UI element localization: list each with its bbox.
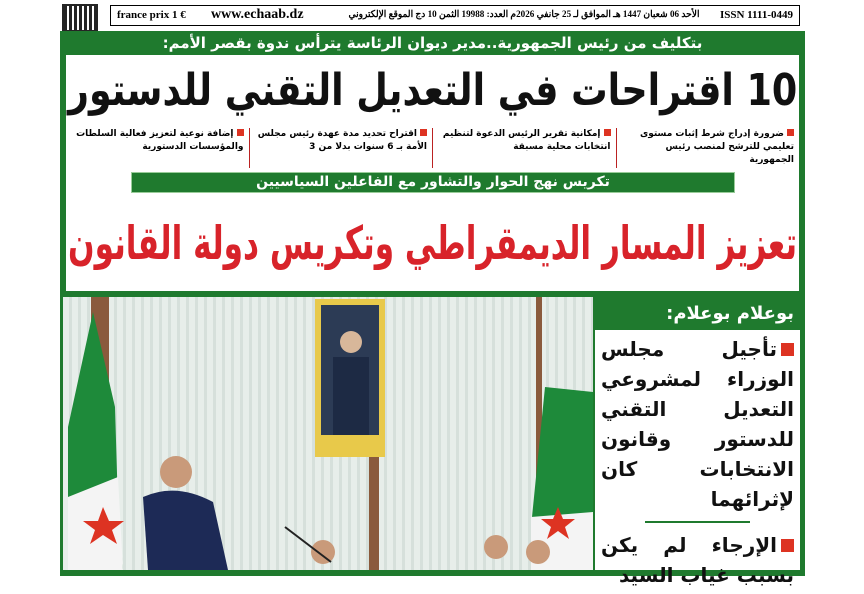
qr-code: [62, 4, 98, 32]
photo-illustration: [63, 297, 593, 570]
column-story-2[interactable]: الإرجاء لم يكن بسبب غياب السيد: [601, 533, 794, 587]
point: إمكانية تقرير الرئيس الدعوة لتنظيم انتخابات محلية مسبقة: [432, 128, 616, 168]
point: ضرورة إدراج شرط إثبات مستوى تعليمي للترشح لمنصب رئيس الجمهورية: [616, 128, 800, 168]
column-author: بوعلام بوعلام:: [595, 297, 800, 330]
flag-left-icon: [68, 312, 124, 570]
dateline: الأحد 06 شعبان 1447 هـ الموافق لـ 25 جانفي 2026م العدد: 19988 الثمن 10 دج الموقع الإلكتروني: [347, 10, 699, 20]
point: إضافة نوعية لتعزيز فعالية السلطات والمؤسسات الدستورية: [76, 129, 244, 152]
bullet-icon: [604, 129, 611, 136]
bullet-icon: [237, 129, 244, 136]
opinion-column: [595, 297, 800, 587]
main-headline: تعزيز المسار الديمقراطي وتكريس دولة القانون: [67, 216, 798, 270]
price-fr: france prix 1 €: [117, 9, 186, 21]
bullet-icon: [781, 343, 794, 356]
headline: 10 اقتراحات في التعديل التقني للدستور: [67, 65, 798, 116]
news-photo: [63, 297, 593, 570]
website-link[interactable]: www.echaab.dz: [211, 7, 304, 22]
issn: ISSN 1111-0449: [719, 9, 793, 21]
point: اقتراح تحديد مدة عهدة رئيس مجلس الأمة بـ 6 سنوات بدلا من 3: [249, 128, 433, 168]
sub-banner: تكريس نهج الحوار والتشاور مع الفاعلين السياسيين: [256, 174, 610, 190]
bullet-icon: [787, 129, 794, 136]
key-points: [66, 128, 799, 168]
divider: [645, 521, 750, 523]
masthead-bar: [110, 5, 800, 26]
bullet-icon: [781, 539, 794, 552]
kicker: بتكليف من رئيس الجمهورية..مدير ديوان الرئاسة يترأس ندوة بقصر الأمم:: [162, 34, 703, 52]
bullet-icon: [420, 129, 427, 136]
column-story-1[interactable]: تأجيل مجلس الوزراء لمشروعي التعديل التقني للدستور وقانون الانتخابات كان لإثرائهما: [601, 337, 794, 511]
